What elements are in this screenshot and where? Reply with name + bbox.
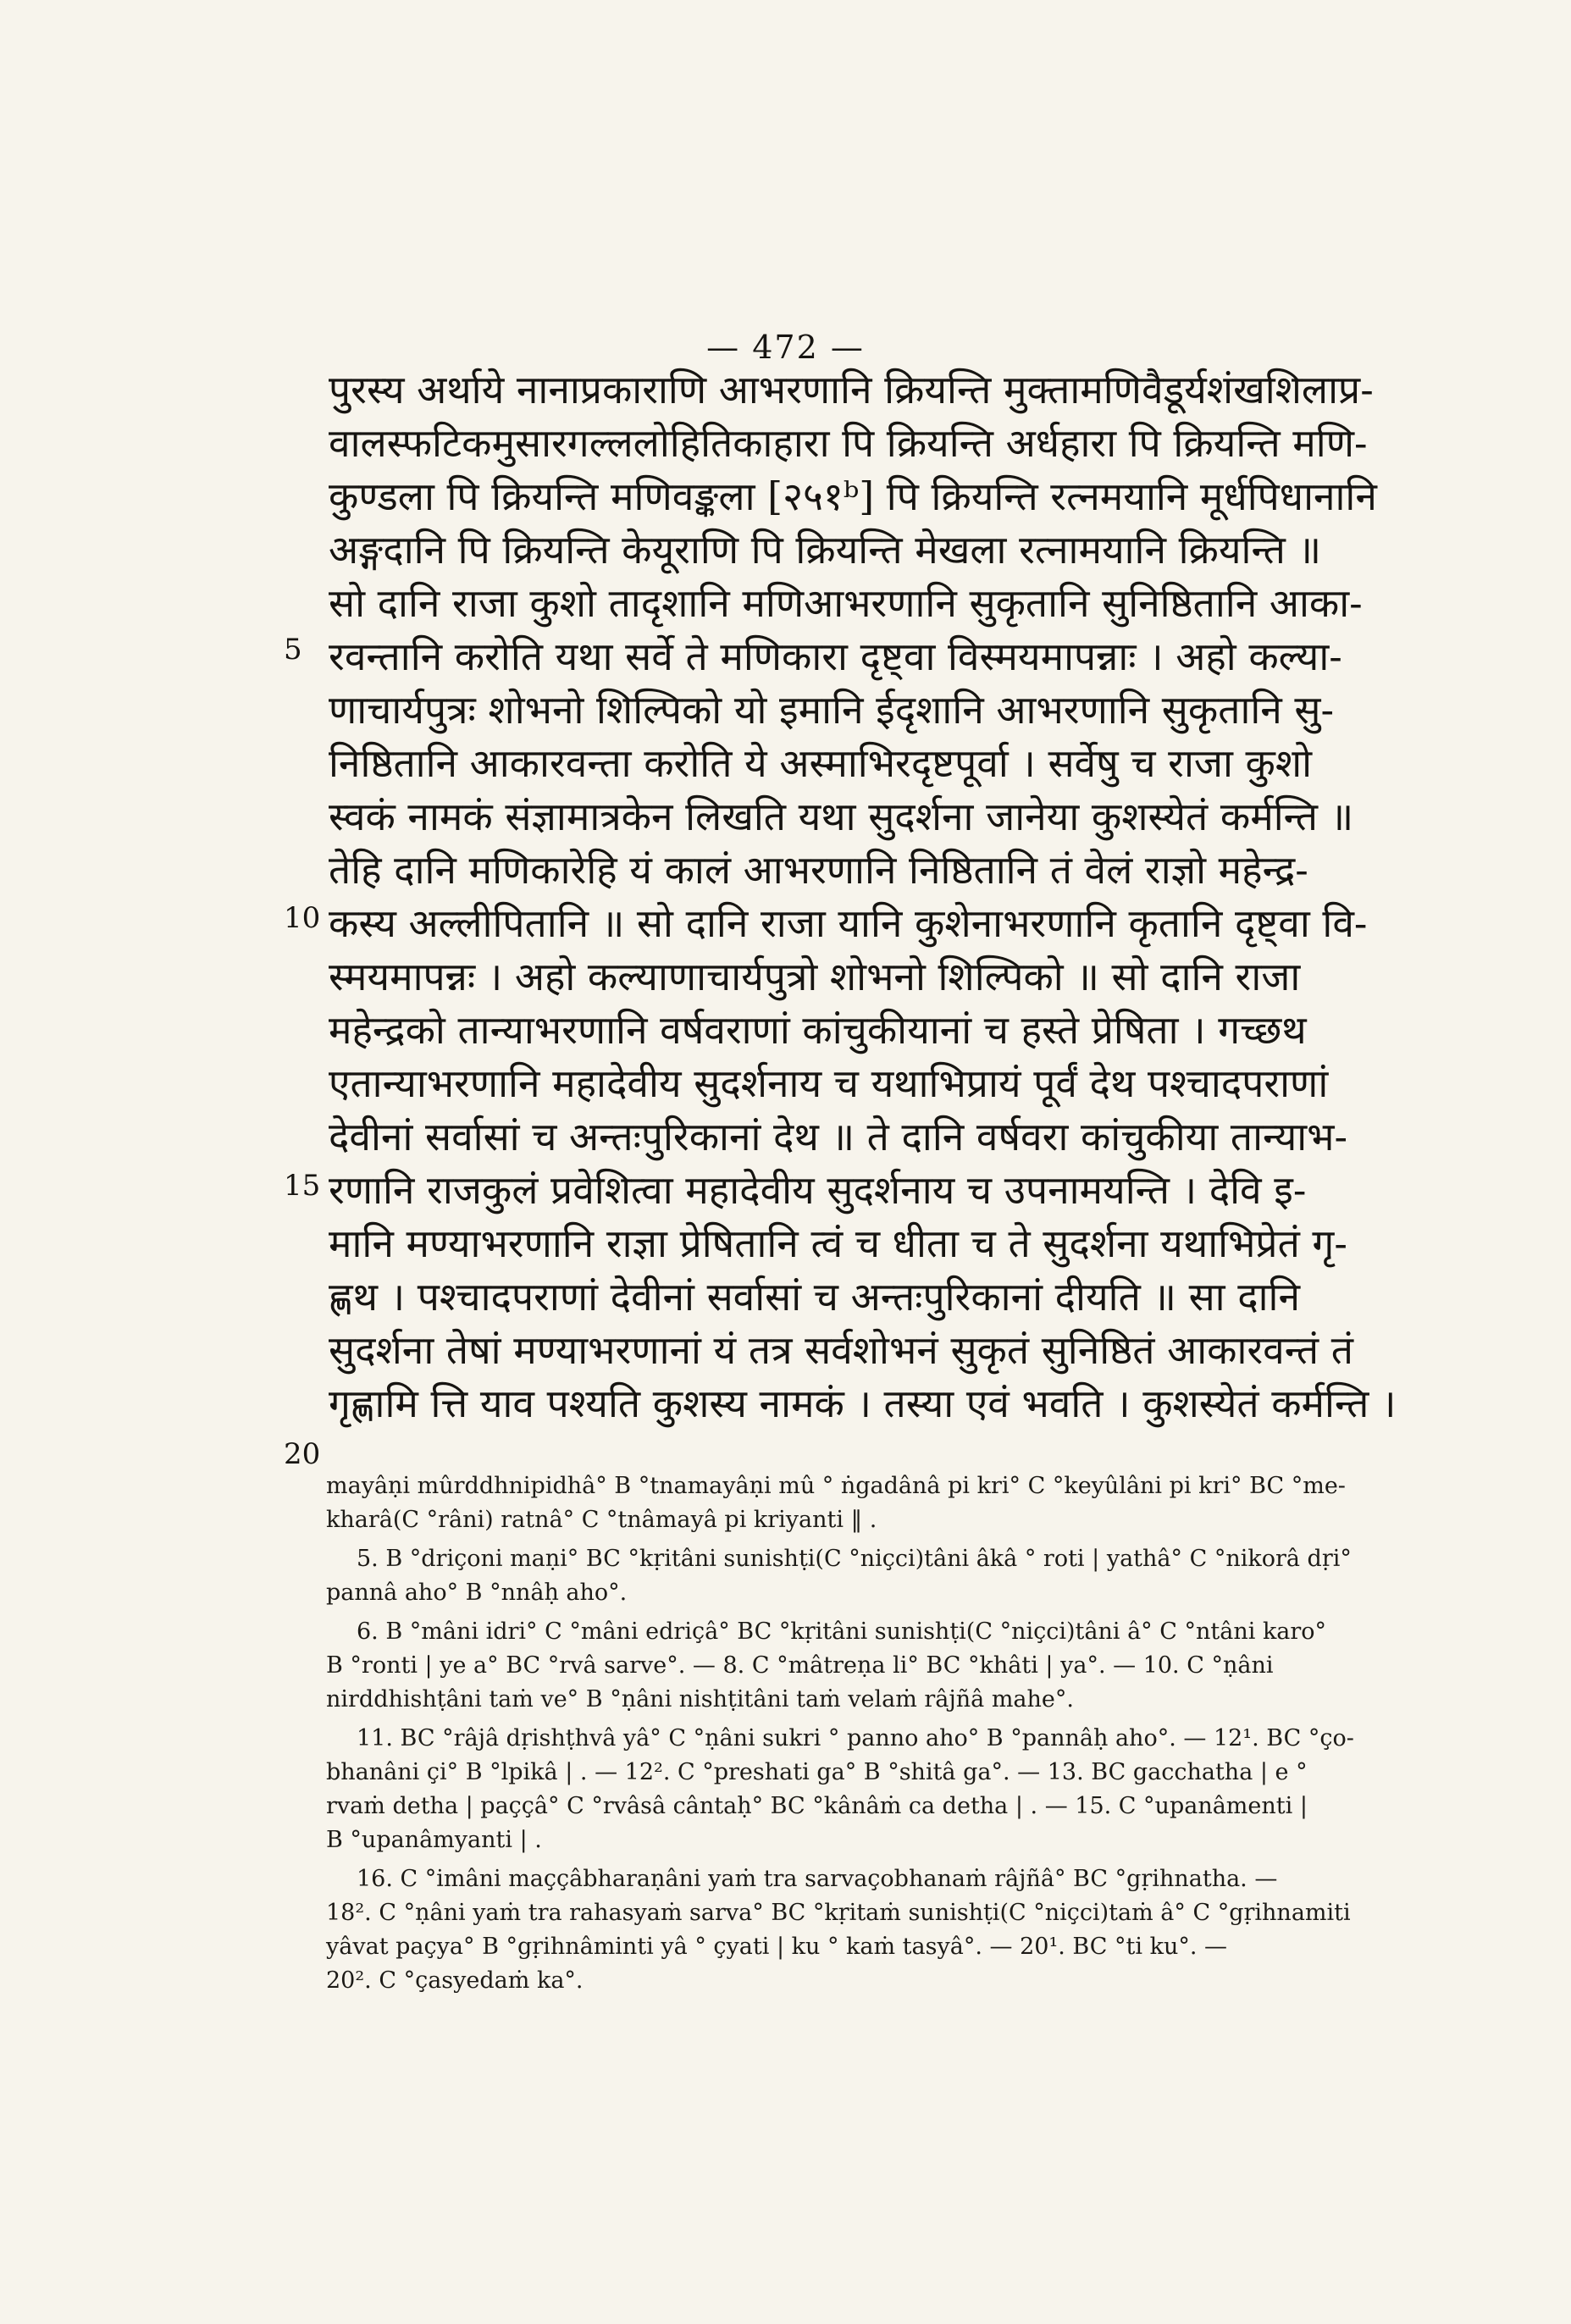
footnote-line: mayâṇi mûrddhnipidhâ° B °tnamayâṇi mû ° ṅgadânâ pi kri° C °keyûlâni pi kri° BC °me- — [326, 1473, 1346, 1499]
footnote-line: 18². C °ṇâni yaṁ tra rahasyaṁ sarva° BC °kṛitaṁ sunishṭi(C °niçci)taṁ â° C °gṛihnamiti — [326, 1900, 1351, 1926]
footnote-line: rvaṁ detha | paççâ° C °rvâsâ cântaḥ° BC °kânâṁ ca detha | . — 15. C °upanâmenti | — [326, 1793, 1308, 1819]
text-line: महेन्द्रको तान्याभरणानि वर्षवराणां कांचुकीयानां च हस्ते प्रेषिता । गच्छथ — [329, 1007, 1307, 1053]
footnote-line: 16. C °imâni maççâbharaṇâni yaṁ tra sarvaçobhanaṁ râjñâ° BC °gṛihnatha. — — [357, 1866, 1278, 1892]
footnote-line: 6. B °mâni idri° C °mâni edriçâ° BC °kṛitâni sunishṭi(C °niçci)tâni â° C °ntâni karo° — [357, 1618, 1327, 1645]
footnote-line: 5. B °driçoni maṇi° BC °kṛitâni sunishṭi(C °niçci)tâni âkâ ° roti | yathâ° C °nikorâ dṛi° — [357, 1546, 1352, 1572]
line-number-10: 10 — [284, 901, 321, 935]
footnote-line: nirddhishṭâni taṁ ve° B °ṇâni nishṭitâni taṁ velaṁ râjñâ mahe°. — [326, 1686, 1074, 1713]
text-line: कुण्डला पि क्रियन्ति मणिवङ्कला [२५१ᵇ] पि क्रियन्ति रत्नमयानि मूर्धपिधानानि — [329, 473, 1377, 519]
text-line: णाचार्यपुत्रः शोभनो शिल्पिको यो इमानि ईदृशानि आभरणानि सुकृतानि सु- — [329, 687, 1335, 733]
footnote-line: pannâ aho° B °nnâḥ aho°. — [326, 1580, 628, 1606]
line-number-20: 20 — [284, 1437, 321, 1471]
critical-apparatus — [326, 1469, 1452, 1998]
text-line: देवीनां सर्वासां च अन्तःपुरिकानां देथ ॥ ते दानि वर्षवरा कांचुकीया तान्याभ- — [329, 1114, 1348, 1159]
text-line: तेहि दानि मणिकारेहि यं कालं आभरणानि निष्ठितानि तं वेलं राज्ञो महेन्द्र- — [329, 847, 1308, 893]
footnote-line: B °upanâmyanti | . — [326, 1827, 542, 1853]
text-line: वालस्फटिकमुसारगल्ललोहितिकाहारा पि क्रियन्ति अर्धहारा पि क्रियन्ति मणि- — [329, 420, 1368, 466]
text-line: सो दानि राजा कुशो तादृशानि मणिआभरणानि सुकृतानि सुनिष्ठितानि आका- — [329, 580, 1363, 626]
page-number: — 472 — — [706, 329, 865, 366]
footnote-line: 11. BC °râjâ dṛishṭhvâ yâ° C °ṇâni sukri ° panno aho° B °pannâḥ aho°. — 12¹. BC °ço- — [357, 1725, 1354, 1751]
footnote-line: kharâ(C °râni) ratnâ° C °tnâmayâ pi kriyanti ‖ . — [326, 1507, 877, 1533]
text-line: अङ्गदानि पि क्रियन्ति केयूराणि पि क्रियन्ति मेखला रत्नामयानि क्रियन्ति ॥ — [329, 527, 1322, 573]
text-line: मानि मण्याभरणानि राज्ञा प्रेषितानि त्वं च धीता च ते सुदर्शना यथाभिप्रेतं गृ- — [329, 1220, 1347, 1266]
text-line: सुदर्शना तेषां मण्याभरणानां यं तत्र सर्वशोभनं सुकृतं सुनिष्ठितं आकारवन्तं तं — [329, 1327, 1353, 1373]
text-line: पुरस्य अर्थाये नानाप्रकाराणि आभरणानि क्रियन्ति मुक्तामणिवैडूर्यशंखशिलाप्र- — [329, 367, 1374, 412]
footnote-line: yâvat paçya° B °gṛihnâminti yâ ° çyati | ku ° kaṁ tasyâ°. — 20¹. BC °ti ku°. — — [326, 1934, 1227, 1960]
text-line: एतान्याभरणानि महादेवीय सुदर्शनाय च यथाभिप्रायं पूर्वं देथ पश्चादपराणां — [329, 1060, 1329, 1106]
line-number-15: 15 — [284, 1169, 321, 1203]
text-line: रणानि राजकुलं प्रवेशित्वा महादेवीय सुदर्शनाय च उपनामयन्ति । देवि इ- — [329, 1167, 1307, 1213]
text-line: निष्ठितानि आकारवन्ता करोति ये अस्माभिरदृष्टपूर्वा । सर्वेषु च राजा कुशो — [329, 740, 1313, 786]
footnote-line: B °ronti | ye a° BC °rvâ sarve°. — 8. C °mâtreṇa li° BC °khâti | ya°. — 10. C °ṇâni — [326, 1652, 1274, 1679]
text-line: स्मयमापन्नः । अहो कल्याणाचार्यपुत्रो शोभनो शिल्पिको ॥ सो दानि राजा — [329, 954, 1301, 999]
text-line: स्वकं नामकं संज्ञामात्रकेन लिखति यथा सुदर्शना जानेया कुशस्येतं कर्मन्ति ॥ — [329, 794, 1354, 839]
line-number-5: 5 — [284, 633, 302, 667]
text-line: ह्णथ । पश्चादपराणां देवीनां सर्वासां च अन्तःपुरिकानां दीयति ॥ सा दानि — [329, 1274, 1300, 1320]
footnote-line: 20². C °çasyedaṁ ka°. — [326, 1967, 584, 1994]
text-line: कस्य अल्लीपितानि ॥ सो दानि राजा यानि कुशेनाभरणानि कृतानि दृष्ट्वा वि- — [329, 900, 1368, 946]
footnote-line: bhanâni çi° B °lpikâ | . — 12². C °preshati ga° B °shitâ ga°. — 13. BC gacchatha | e ° — [326, 1759, 1308, 1785]
text-line: गृह्णामि त्ति याव पश्यति कुशस्य नामकं । तस्या एवं भवति । कुशस्येतं कर्मन्ति । — [329, 1381, 1397, 1426]
text-line: रवन्तानि करोति यथा सर्वे ते मणिकारा दृष्ट्वा विस्मयमापन्नाः । अहो कल्या- — [329, 634, 1342, 679]
